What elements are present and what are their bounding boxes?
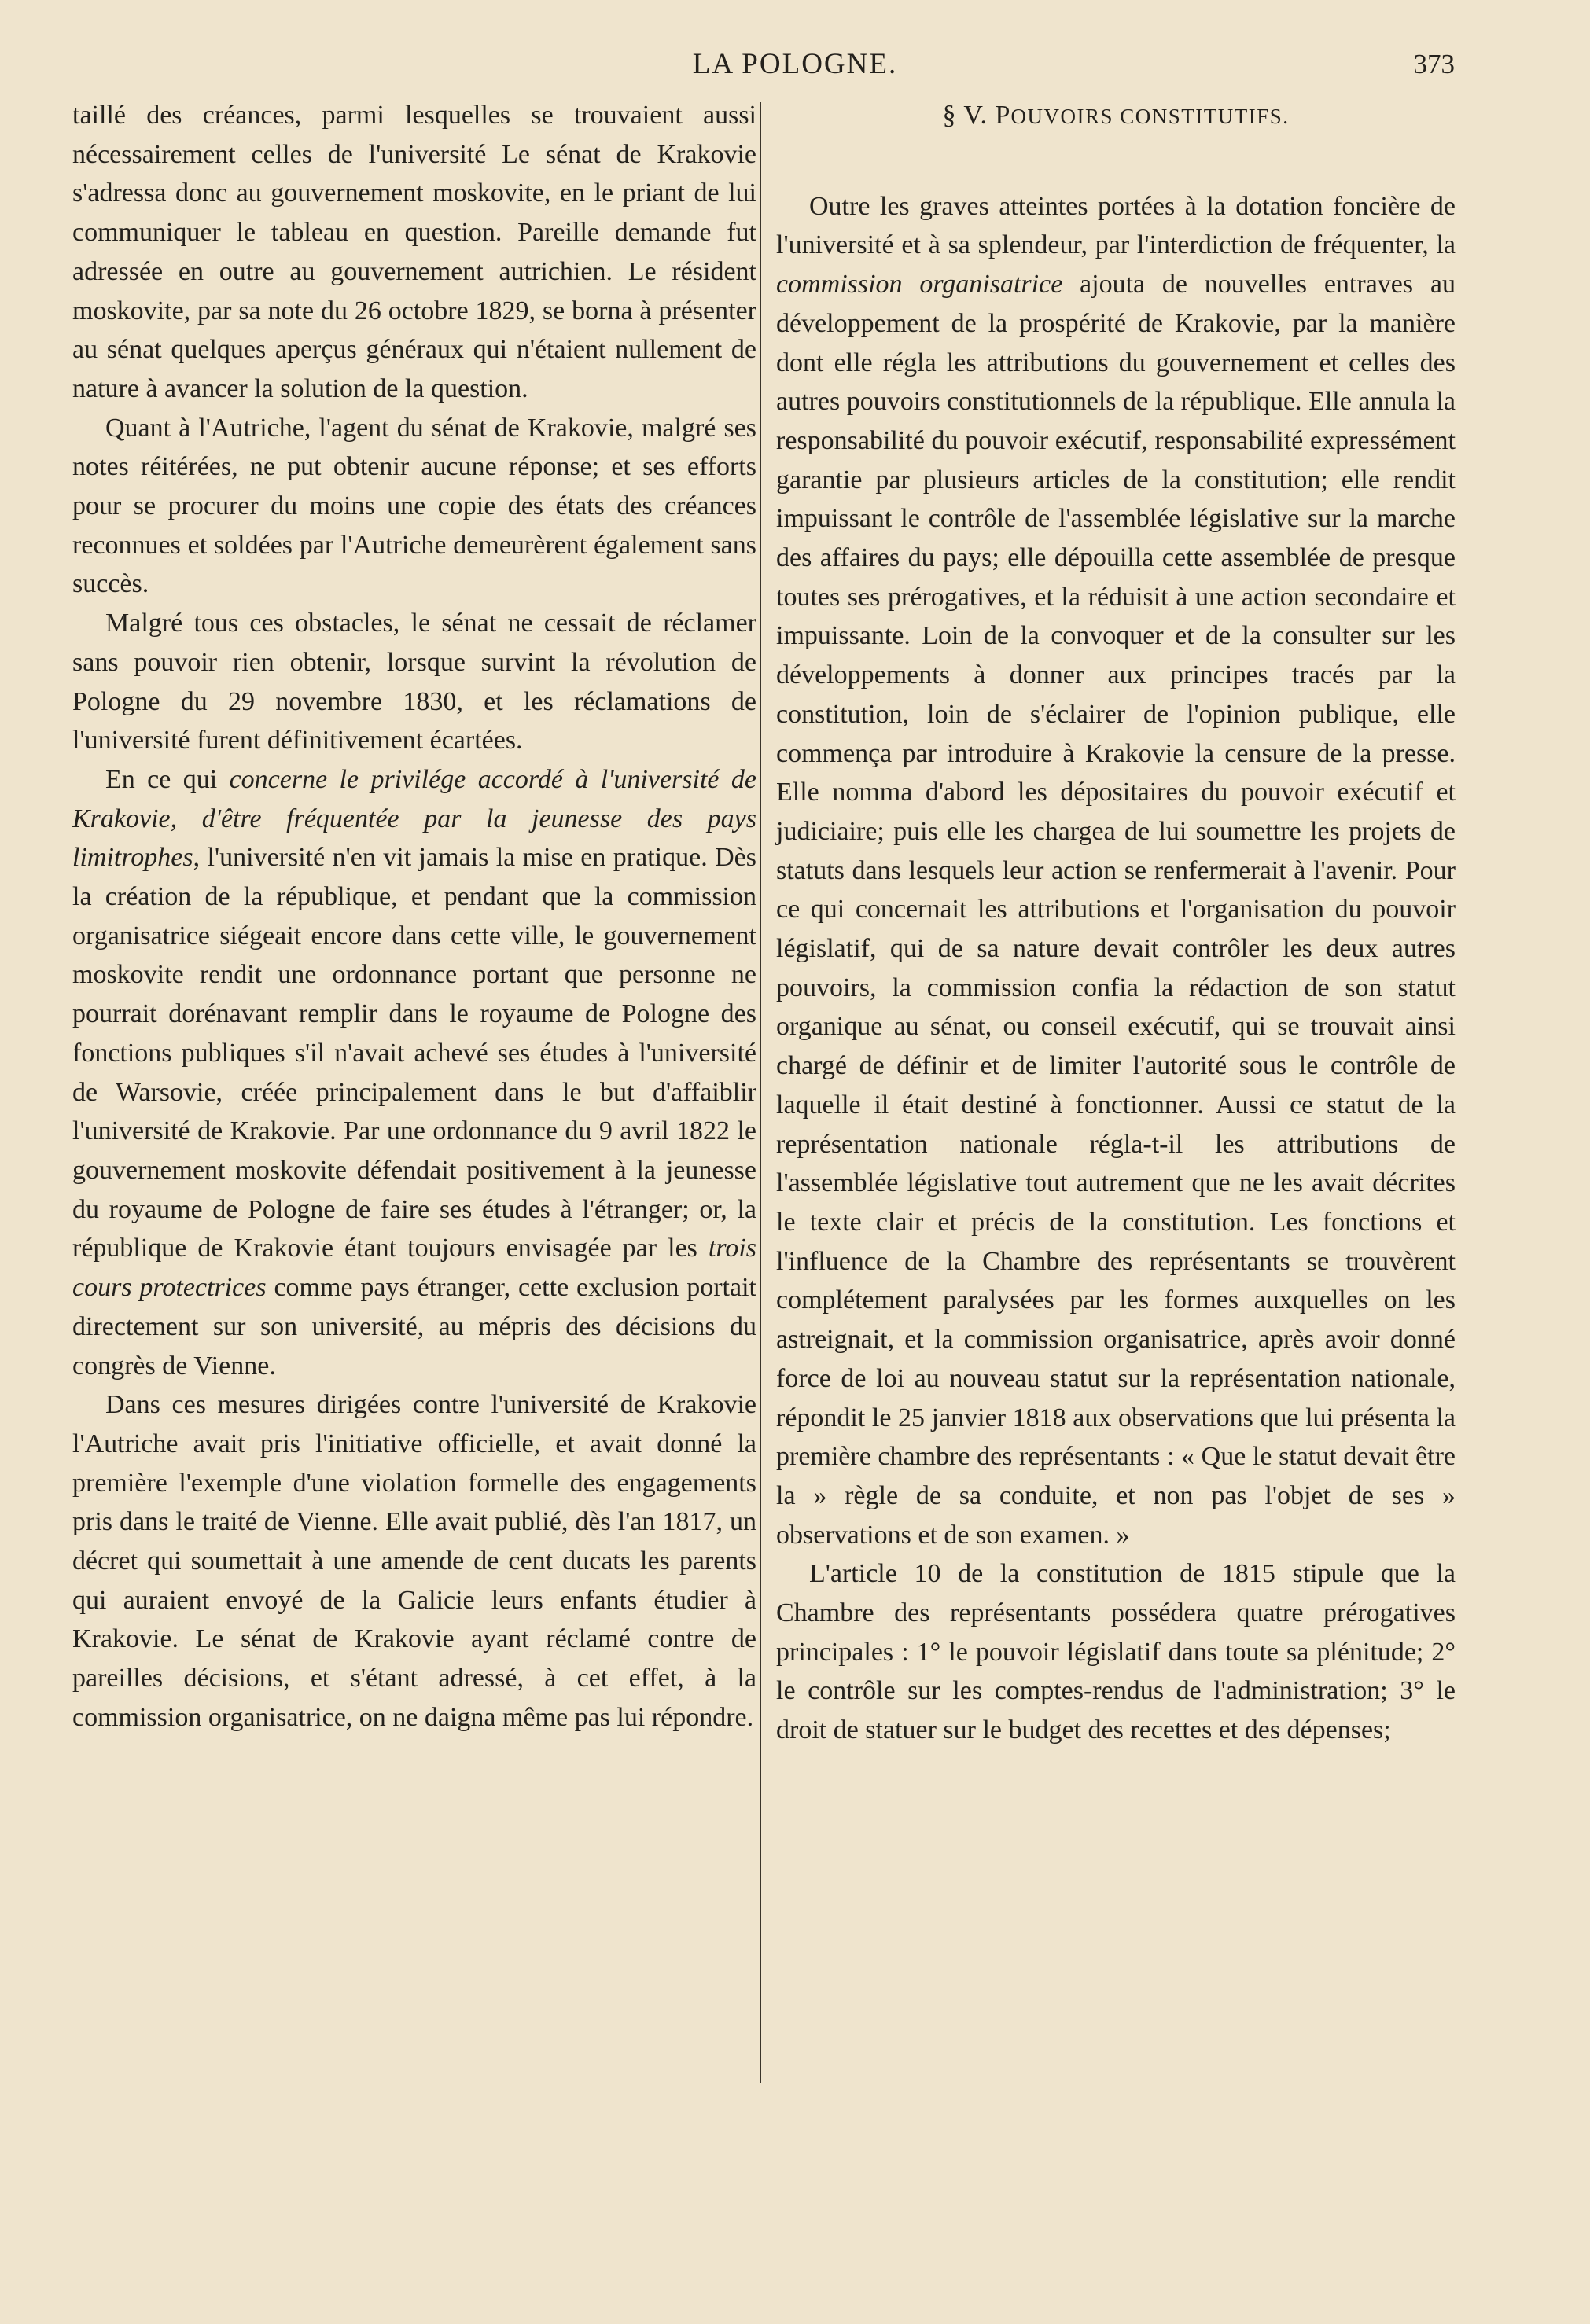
left-column <box>72 96 756 1737</box>
page-number: 373 <box>1413 49 1455 79</box>
page-header <box>0 0 1590 86</box>
paragraph <box>72 409 756 605</box>
text-run: Quant à l'Autriche, l'agent du sénat de Krakovie, malgré ses notes réitérées, ne put obtenir aucune réponse; et ses efforts pour se procurer du moins une copie des états des créances reconnues et soldées par l'Autriche demeurèrent également sans succès. <box>72 413 756 599</box>
text-run: taillé des créances, parmi lesquelles se trouvaient aussi nécessairement celles de l'université Le sénat de Krakovie s'adressa donc au gouvernement moskovite, en le priant de lui communiquer le tableau en question. Pareille demande fut adressée en outre au gouvernement autrichien. Le résident moskovite, par sa note du 26 octobre 1829, se borna à présenter au sénat quelques aperçus généraux qui n'étaient nullement de nature à avancer la solution de la question. <box>72 101 756 403</box>
paragraph <box>776 1554 1456 1750</box>
text-run: Malgré tous ces obstacles, le sénat ne cessait de réclamer sans pouvoir rien obtenir, lorsque survint la révolution de Pologne du 29 novembre 1830, et les réclamations de l'université furent définitivement écartées. <box>72 609 756 756</box>
italic-text: concerne le privilége accordé à l'université de Krakovie, d'être fréquentée par la jeunesse des pays limitrophes <box>72 764 756 873</box>
text-run: L'article 10 de la constitution de 1815 stipule que la Chambre des représentants possédera quatre prérogatives principales : 1° le pouvoir législatif dans toute sa plénitude; 2° le contrôle sur les comptes-rendus de l'administration; 3° le droit de statuer sur le budget des recettes et des dépenses; <box>776 1559 1456 1745</box>
section-title-rest: OUVOIRS CONSTITUTIFS. <box>1010 105 1290 128</box>
paragraph <box>72 760 756 1385</box>
text-run: , l'université n'en vit jamais la mise en pratique. Dès la création de la république, et pendant que la commission organisatrice siégeait encore dans cette ville, le gouvernement moskovite rendit une ordonnance portant que personne ne pourrait dorénavant remplir dans le royaume de Pologne des fonctions publiques s'il n'avait achevé ses études à l'université de Warsovie, créée principalement dans le but d'affaiblir l'université de Krakovie. Par une ordonnance du 9 avril 1822 le gouvernement moskovite défendait positivement à la jeunesse du royaume de Pologne de faire ses études à l'étranger; or, la république de Krakovie étant toujours envisagée par les <box>72 843 756 1263</box>
column-divider <box>760 102 761 2083</box>
text-run: Dans ces mesures dirigées contre l'université de Krakovie l'Autriche avait pris l'initiative officielle, et avait donné la première l'exemple d'une violation formelle des engagements pris dans le traité de Vienne. Elle avait publié, dès l'an 1817, un décret qui soumettait à une amende de cent ducats les parents qui auraient envoyé de la Galicie leurs enfants étudier à Krakovie. Le sénat de Krakovie ayant réclamé contre de pareilles décisions, et s'étant adressé, à cet effet, à la commission organisatrice, on ne daigna même pas lui répondre. <box>72 1390 756 1732</box>
running-title: LA POLOGNE. <box>692 48 898 80</box>
italic-text: commission organisatrice <box>776 270 1063 300</box>
paragraph <box>72 604 756 760</box>
text-run: ajouta de nouvelles entraves au développement de la prospérité de Krakovie, par la manière dont elle régla les attributions du gouvernement et celles des autres pouvoirs constitutionnels de la république. Elle annula la responsabilité du pouvoir exécutif, responsabilité expressément garantie par plusieurs articles de la constitution; elle rendit impuissant le contrôle de l'assemblée législative sur la marche des affaires du pays; elle dépouilla cette assemblée de presque toutes ses prérogatives, et la réduisit à une action secondaire et impuissante. Loin de la convoquer et de la consulter sur les développements à donner aux principes tracés par la constitution, loin de s'éclairer de l'opinion publique, elle commença par introduire à Krakovie la censure de la presse. Elle nomma d'abord les dépositaires du pouvoir exécutif et judiciaire; puis elle les chargea de lui soumettre les projets de statuts dans lesquels leur action se renfermerait à l'avenir. Pour ce qui concernait les attributions et l'organisation du pouvoir législatif, qui de sa nature devait contrôler les deux autres pouvoirs, la commission confia la rédaction de son statut organique au sénat, ou conseil exécutif, qui se trouvait ainsi chargé de définir et de limiter l'autorité sous le contrôle de laquelle il était destiné à fonctionner. Aussi ce statut de la représentation nationale régla-t-il les attributions de l'assemblée législative tout autrement que ne les avait décrites le texte clair et précis de la constitution. Les fonctions et l'influence de la Chambre des représentants se trouvèrent complétement paralysées par les formes auxquelles on les astreignait, et la commission organisatrice, après avoir donné force de loi au nouveau statut sur la représentation nationale, répondit le 25 janvier 1818 aux observations que lui présenta la première chambre des représentants : « Que le statut devait être la » règle de sa conduite, et non pas l'objet de ses » observations et de son examen. » <box>776 270 1456 1550</box>
section-heading <box>776 96 1456 137</box>
paragraph <box>72 96 756 409</box>
section-title-initial: P <box>995 101 1011 130</box>
text-run: comme pays étranger, cette exclusion portait directement sur son université, au mépris des décisions du congrès de Vienne. <box>72 1273 756 1381</box>
italic-text: trois cours protectrices <box>72 1234 756 1303</box>
section-number: § V. <box>942 101 988 130</box>
text-run: Outre les graves atteintes portées à la dotation foncière de l'université et à sa splendeur, par l'interdiction de fréquenter, la <box>776 191 1456 260</box>
text-run: En ce qui <box>105 764 230 794</box>
right-column <box>776 96 1456 1750</box>
paragraph <box>776 187 1456 1555</box>
paragraph <box>72 1385 756 1737</box>
